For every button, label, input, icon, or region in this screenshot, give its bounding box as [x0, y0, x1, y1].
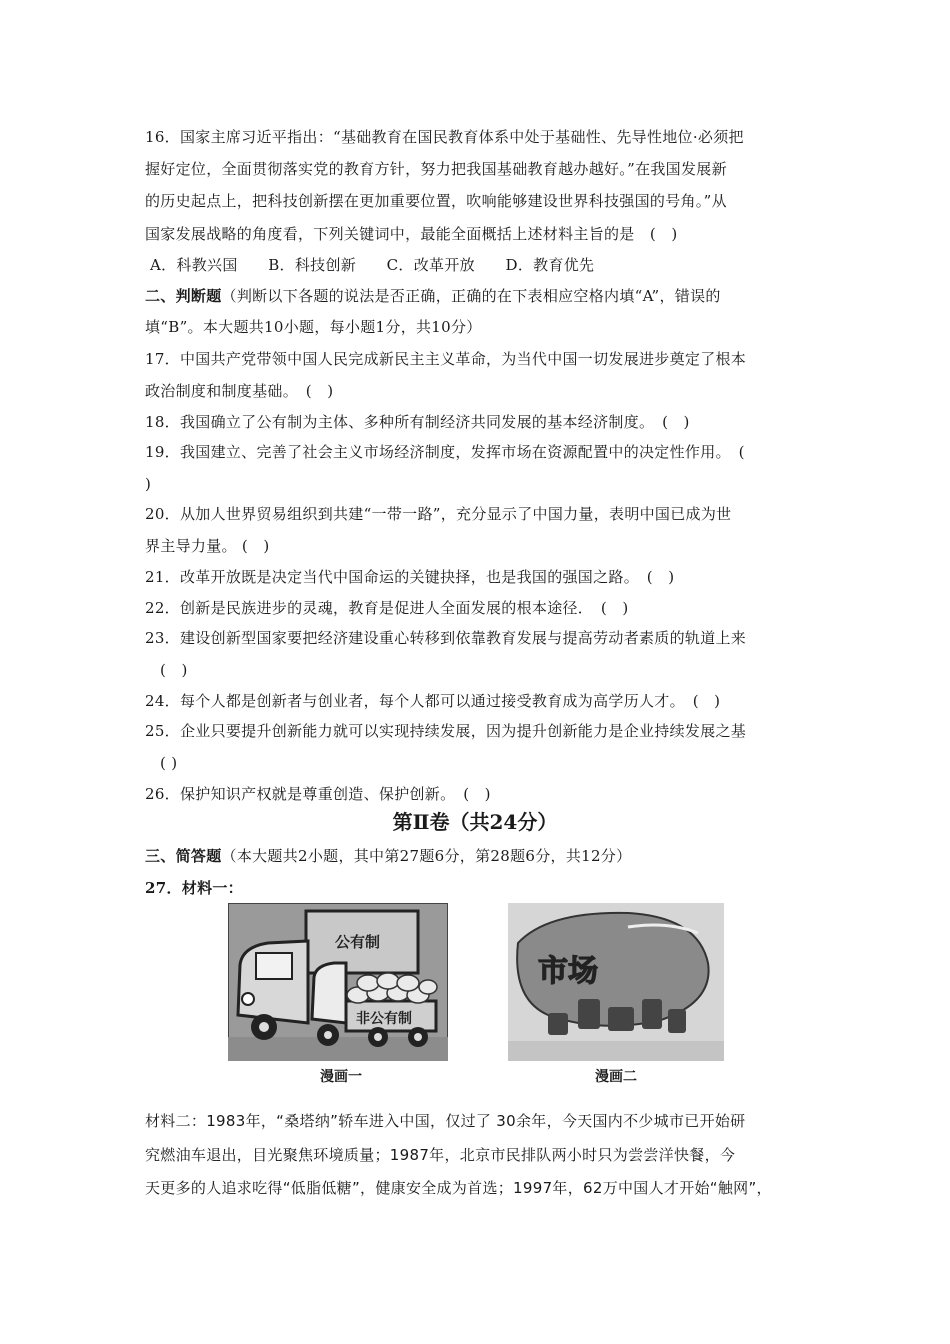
section3-header [145, 846, 810, 866]
comic-one-label-public: 公有制 [335, 933, 381, 951]
q17-line-2: 政治制度和制度基础。 ( ) [145, 382, 334, 400]
q16-line-2: 握好定位，全面贯彻落实党的教育方针，努力把我国基础教育越办越好。”在我国发展新 [145, 160, 727, 178]
comic-two-image [508, 903, 724, 1061]
small-truck-cab [312, 963, 346, 1023]
q20-line-2: 界主导力量。 ( ) [145, 537, 270, 555]
market-illustration [508, 903, 724, 1061]
section2-desc-2: 填“B”。本大题共10小题，每小题1分，共10分） [145, 318, 482, 336]
section3-heading: 三、简答题 [145, 847, 222, 865]
q25-line-2: ( ) [160, 754, 178, 772]
part2-title: 第Ⅱ卷（共24分） [392, 810, 558, 834]
big-truck-window [256, 953, 292, 979]
q22-line-1: 22．创新是民族进步的灵魂，教育是促进人全面发展的根本途径． ( ) [145, 599, 629, 617]
material2-line-1: 材料二：1983年，“桑塔纳”轿车进入中国，仅过了 30余年，今天国内不少城市已开始研 [145, 1112, 746, 1130]
q26-line-1: 26．保护知识产权就是尊重创造、保护创新。 ( ) [145, 785, 491, 803]
q25-line-1: 25．企业只要提升创新能力就可以实现持续发展，因为提升创新能力是企业持续发展之基 [145, 722, 747, 740]
q19-line-2: ) [145, 475, 152, 493]
section2-desc: （判断以下各题的说法是否正确，正确的在下表相应空格内填“A”，错误的 [221, 287, 721, 305]
comic-one-label-nonpublic: 非公有制 [356, 1011, 412, 1027]
section3-desc: （本大题共2小题，其中第27题6分，第28题6分，共12分） [221, 847, 632, 865]
q20-line-1: 20．从加人世界贸易组织到共建“一带一路”，充分显示了中国力量，表明中国已成为世 [145, 505, 732, 523]
q18-line-1: 18．我国确立了公有制为主体、多种所有制经济共同发展的基本经济制度。 ( ) [145, 413, 690, 431]
trucks-illustration [228, 903, 448, 1061]
comic-one-caption: 漫画一 [320, 1069, 362, 1085]
comic-one-image [228, 903, 448, 1061]
q21-line-1: 21．改革开放既是决定当代中国命运的关键抉择，也是我国的强国之路。 ( ) [145, 568, 675, 586]
q17-line-1: 17．中国共产党带领中国人民完成新民主主义革命，为当代中国一切发展进步奠定了根本 [145, 350, 747, 368]
q16-line-1: 16．国家主席习近平指出：“基础教育在国民教育体系中处于基础性、先导性地位·必须把 [145, 128, 744, 146]
material2-line-3: 天更多的人追求吃得“低脂低糖”，健康安全成为首选；1997年，62万中国人才开始“触网”， [145, 1179, 772, 1197]
q16-options: A．科教兴国 B．科技创新 C．改革开放 D．教育优先 [150, 256, 595, 274]
q24-line-1: 24．每个人都是创新者与创业者，每个人都可以通过接受教育成为高学历人才。 ( ) [145, 692, 721, 710]
q23-line-1: 23．建设创新型国家要把经济建设重心转移到依靠教育发展与提高劳动者素质的轨道上来 [145, 629, 747, 647]
section2-heading: 二、判断题 [145, 287, 222, 305]
q27-label: 27．材料一： [145, 879, 243, 897]
q16-line-3: 的历史起点上，把科技创新摆在更加重要位置，吹响能够建设世界科技强国的号角。”从 [145, 192, 727, 210]
comic-two-caption: 漫画二 [595, 1069, 637, 1085]
comic-two-label-market: 市场 [538, 954, 598, 989]
q19-line-1: 19．我国建立、完善了社会主义市场经济制度，发挥市场在资源配置中的决定性作用。 ( [145, 443, 745, 461]
q23-line-2: ( ) [160, 661, 188, 679]
q16-line-4: 国家发展战略的角度看，下列关键词中，最能全面概括上述材料主旨的是 ( ) [145, 225, 678, 243]
material2-line-2: 究燃油车退出，目光聚焦环境质量；1987年，北京市民排队两小时只为尝尝洋快餐，今 [145, 1146, 736, 1164]
section2-header [145, 286, 810, 306]
